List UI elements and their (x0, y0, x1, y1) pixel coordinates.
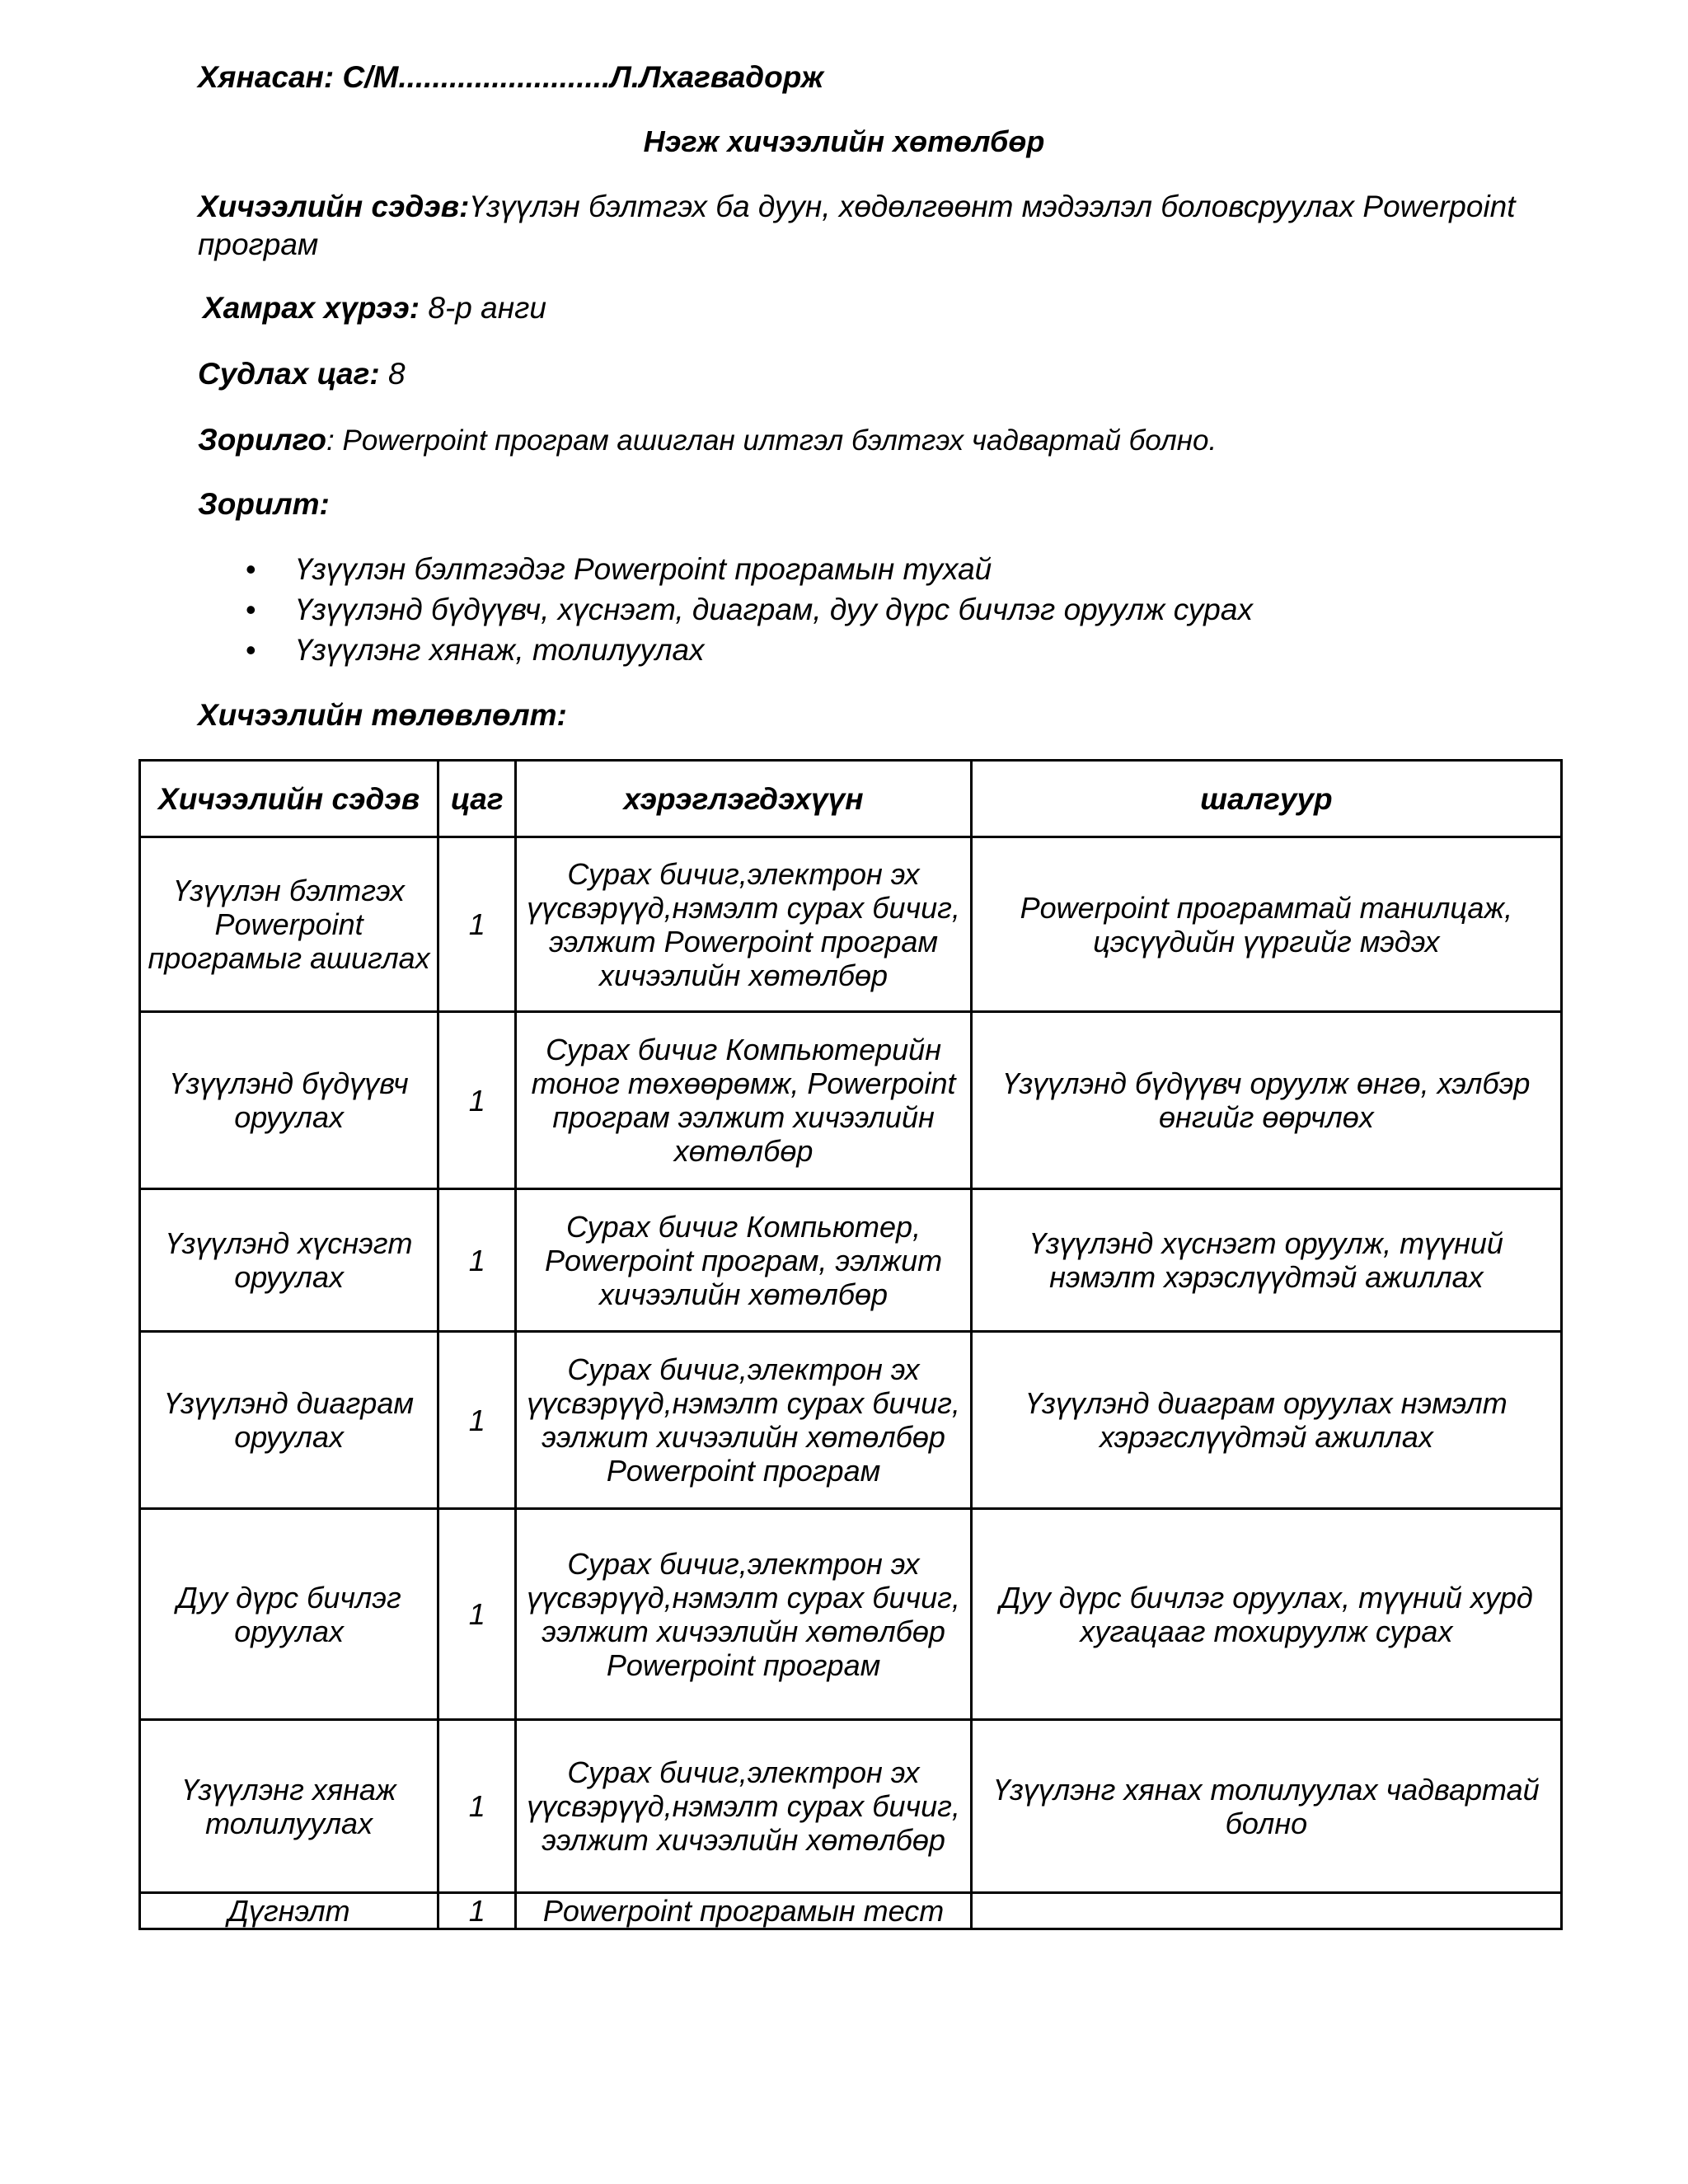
page-title: Нэгж хичээлийн хөтөлбөр (643, 124, 1045, 158)
row-criteria: Үзүүлэнд бүдүүвч оруулж өнгө, хэлбэр өнгийг өөрчлөх (971, 1012, 1561, 1189)
grade-line (203, 288, 546, 328)
objectives-list (247, 549, 1253, 670)
approver-value: С/М.........................Л.Лхагвадорж (342, 60, 824, 94)
row-materials: Сурах бичиг,электрон эх үүсвэрүүд,нэмэлт сурах бичиг, ээлжит Powerpoint програм хичээлийн хөтөлбөр (516, 837, 971, 1012)
row-materials: Сурах бичиг,электрон эх үүсвэрүүд,нэмэлт сурах бичиг, ээлжит хичээлийн хөтөлбөр (516, 1720, 971, 1893)
lesson-plan-table (138, 759, 1563, 1930)
column-header-hours: цаг (438, 761, 516, 837)
column-header-materials: хэрэглэгдэхүүн (516, 761, 971, 837)
row-materials: Сурах бичиг,электрон эх үүсвэрүүд,нэмэлт сурах бичиг, ээлжит хичээлийн хөтөлбөр Powerpoint програм (516, 1509, 971, 1720)
row-hours: 1 (438, 1332, 516, 1509)
table-row (140, 1509, 1562, 1720)
goal-label: Зорилго (198, 423, 327, 457)
row-topic: Үзүүлэнд хүснэгт оруулах (140, 1189, 438, 1332)
row-hours: 1 (438, 1720, 516, 1893)
row-criteria (971, 1893, 1561, 1929)
hours-line (198, 354, 406, 394)
column-header-topic: Хичээлийн сэдэв (140, 761, 438, 837)
goal-value: : Powerpoint програм ашиглан илтгэл бэлтгэх чадвартай болно. (326, 424, 1217, 457)
grade-value: 8-р анги (428, 291, 546, 325)
row-topic: Үзүүлэнд бүдүүвч оруулах (140, 1012, 438, 1189)
row-materials: Powerpoint програмын тест (516, 1893, 971, 1929)
table-row (140, 1893, 1562, 1929)
row-hours: 1 (438, 837, 516, 1012)
row-criteria: Дуу дүрс бичлэг оруулах, түүний хурд хугацааг тохируулж сурах (971, 1509, 1561, 1720)
row-criteria: Үзүүлэнд диаграм оруулах нэмэлт хэрэгслүүдтэй ажиллах (971, 1332, 1561, 1509)
list-item: • Үзүүлэнд бүдүүвч, хүснэгт, диаграм, дуу дүрс бичлэг оруулж сурах (295, 589, 1253, 630)
hours-value: 8 (387, 357, 406, 391)
row-topic: Дуу дүрс бичлэг оруулах (140, 1509, 438, 1720)
table-row (140, 837, 1562, 1012)
table-row (140, 1332, 1562, 1509)
table-row (140, 1189, 1562, 1332)
objectives-heading: Зорилт: (198, 487, 330, 521)
hours-label: Судлах цаг: (198, 357, 380, 391)
table-row (140, 1012, 1562, 1189)
row-topic: Үзүүлэнд диаграм оруулах (140, 1332, 438, 1509)
lesson-topic (198, 188, 1582, 264)
row-hours: 1 (438, 1012, 516, 1189)
topic-value: Үзүүлэн бэлтгэх ба дуун, хөдөлгөөнт мэдээлэл боловсруулах Powerpoint програм (198, 190, 1516, 261)
row-criteria: Powerpoint програмтай танилцаж, цэсүүдийн үүргийг мэдэх (971, 837, 1561, 1012)
row-hours: 1 (438, 1893, 516, 1929)
column-header-criteria: шалгуур (971, 761, 1561, 837)
goal-line (198, 420, 1217, 461)
row-materials: Сурах бичиг Компьютер, Powerpoint програм, ээлжит хичээлийн хөтөлбөр (516, 1189, 971, 1332)
row-materials: Сурах бичиг Компьютерийн тоног төхөөрөмж, Powerpoint програм ээлжит хичээлийн хөтөлбөр (516, 1012, 971, 1189)
table-row (140, 1720, 1562, 1893)
table-header-row (140, 761, 1562, 837)
row-topic: Үзүүлэнг хянаж толилуулах (140, 1720, 438, 1893)
list-item: • Үзүүлэнг хянаж, толилуулах (295, 630, 1253, 670)
row-materials: Сурах бичиг,электрон эх үүсвэрүүд,нэмэлт сурах бичиг, ээлжит хичээлийн хөтөлбөр Powerpoint програм (516, 1332, 971, 1509)
row-criteria: Үзүүлэнг хянах толилуулах чадвартай болно (971, 1720, 1561, 1893)
row-criteria: Үзүүлэнд хүснэгт оруулж, түүний нэмэлт хэрэслүүдтэй ажиллах (971, 1189, 1561, 1332)
approver-line (198, 58, 823, 97)
row-topic: Үзүүлэн бэлтгэх Powerpoint програмыг ашиглах (140, 837, 438, 1012)
row-hours: 1 (438, 1509, 516, 1720)
grade-label: Хамрах хүрээ: (203, 291, 420, 325)
plan-heading: Хичээлийн төлөвлөлт: (198, 698, 567, 732)
list-item: • Үзүүлэн бэлтгэдэг Powerpoint програмын тухай (295, 549, 1253, 589)
row-topic: Дүгнэлт (140, 1893, 438, 1929)
row-hours: 1 (438, 1189, 516, 1332)
approver-label: Хянасан: (198, 60, 335, 94)
topic-label: Хичээлийн сэдэв: (198, 190, 470, 223)
